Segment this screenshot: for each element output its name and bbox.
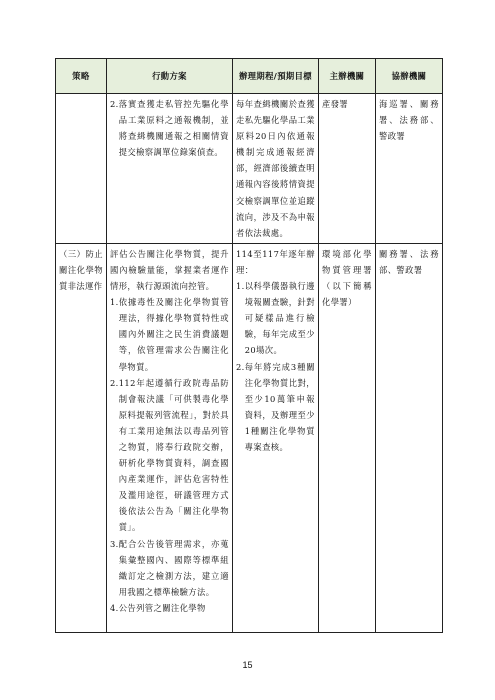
support-agency-cell: 關務署、法務部、警政署 [376,243,443,632]
strategy-cell [56,94,107,244]
action-item: 2. 落實查獲走私管控先驅化學品工業原料之通報機制，並將查緝機關通報之相關情資提交檢察調單位錄案偵查。 [110,99,229,158]
header-lead-agency: 主辦機關 [319,59,376,94]
schedule-text: 每年查緝機關於查獲走私先驅化學品工業原料20日內依通報機制完成通報經濟部，經濟部後續查明通報內容後將情資提交檢察調單位並追蹤流向，涉及不為申報者依法裁處。 [236,99,315,238]
actions-intro: 評估公告關注化學物質，提升國內檢驗量能，掌握業者運作情形，執行源頭流向控管。 [110,248,229,292]
header-support-agency: 協辦機關 [376,59,443,94]
strategy-cell: （三）防止關注化學物質非法運作 [56,243,107,632]
action-item: 3. 配合公告後管理需求，亦蒐集彙整國內、國際等標準組織訂定之檢測方法，建立適用我國之標準檢驗方法。 [110,538,229,597]
table-header-row [56,59,443,94]
action-item: 1. 依據毒性及關注化學物質管理法，得據化學物質特性或國內外關注之民生消費議題等，依管理需求公告關注化學物質。 [110,297,229,372]
actions-cell [107,243,233,632]
page-number: 15 [242,660,253,670]
lead-agency-cell: 產發署 [319,94,376,244]
schedule-item: 2. 每年將完成3種關注化學物質比對，至少10萬筆申報資料，及辦理至少1種關注化學物質專案查核。 [236,361,315,452]
header-actions: 行動方案 [107,59,233,94]
action-item: 4. 公告列管之關注化學物 [110,602,206,613]
action-item: 2. 112年起遵循行政院毒品防制會報決議「可供製毒化學原料提報列管流程」，對於具有工業用途無法以毒品列管之物質，將奉行政院交辦，研析化學物質資料，調查國內產業運作，評估危害特性及濫用途徑，研議管理方式後依法公告為「關注化學物質」。 [110,377,229,533]
schedule-cell [233,243,319,632]
lead-agency-cell: 環境部化學物質管理署（以下簡稱化學署） [319,243,376,632]
actions-cell [107,94,233,244]
schedule-intro: 114至117年逐年辦理： [236,248,315,275]
action-plan-table [55,58,443,633]
header-schedule: 辦理期程/預期目標 [233,59,319,94]
schedule-item: 1. 以科學儀器執行邊境報關查驗，針對可疑樣品進行檢驗，每年完成至少20場次。 [236,281,315,356]
schedule-cell [233,94,319,244]
table-row [56,94,443,244]
header-strategy: 策略 [56,59,107,94]
table-row [56,243,443,632]
support-agency-cell: 海巡署、關務署、法務部、警政署 [376,94,443,244]
